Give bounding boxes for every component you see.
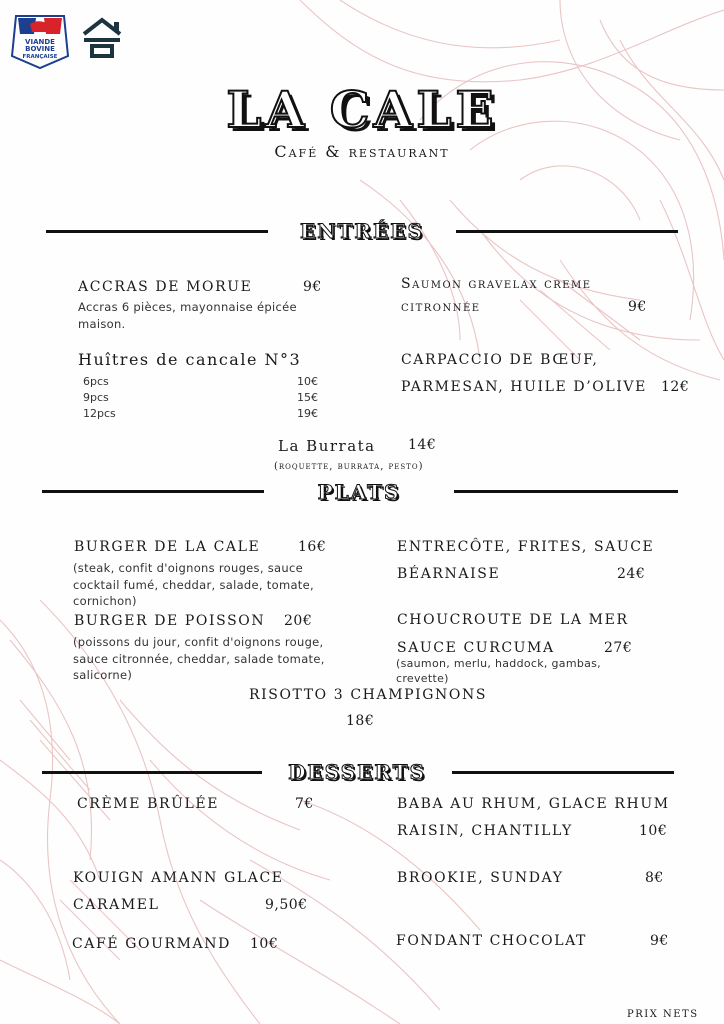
item-burrata-note: (roquette, burrata, pesto) [274,461,424,472]
divider-entrees-right [456,230,678,233]
item-burrata-name: La Burrata [278,437,376,455]
item-saumon-price: 9€ [628,299,647,315]
vbf-line3: FRANÇAISE [22,54,58,60]
item-entrecote-price: 24€ [617,566,646,582]
divider-entrees-left [46,230,268,233]
item-baba-line1: BABA AU RHUM, GLACE RHUM [397,796,670,812]
house-icon [80,16,124,58]
item-burger-poisson-name: BURGER DE POISSON [74,613,266,629]
item-saumon-line2: citronnée [401,299,481,315]
item-baba-price: 10€ [639,823,668,839]
item-burrata-price: 14€ [408,437,437,453]
item-risotto-name: RISOTTO 3 CHAMPIGNONS [249,687,488,703]
huitres-price-9: 15€ [297,391,318,404]
item-brookie-price: 8€ [645,870,664,886]
divider-desserts-left [42,771,262,774]
item-entrecote-line2: BÉARNAISE [397,566,501,582]
item-entrecote-line1: ENTRECÔTE, FRITES, SAUCE [397,539,655,555]
item-choucroute-line2: SAUCE CURCUMA [397,640,555,656]
item-huitres-name: Huîtres de cancale N°3 [78,350,302,369]
item-kouign-line1: KOUIGN AMANN GLACE [73,870,284,886]
restaurant-subtitle: Café & restaurant [274,142,450,161]
item-brookie-name: BROOKIE, SUNDAY [397,870,564,886]
item-creme-brulee-name: CRÈME BRÛLÉE [77,796,220,812]
restaurant-title: LA CALE [226,80,498,139]
divider-plats-right [454,490,678,493]
item-cafe-gourmand-price: 10€ [250,936,279,952]
item-burger-cale-desc: (steak, confit d'oignons rouges, sauce cocktail fumé, cheddar, salade, tomate, cornichon) [73,561,314,608]
item-fondant-name: FONDANT CHOCOLAT [396,933,587,949]
item-burger-cale-name: BURGER DE LA CALE [74,539,261,555]
item-cafe-gourmand-name: CAFÉ GOURMAND [72,936,231,952]
vbf-logo-icon [8,10,72,72]
item-baba-line2: RAISIN, CHANTILLY [397,823,573,839]
item-burger-poisson-price: 20€ [284,613,313,629]
item-choucroute-desc: (saumon, merlu, haddock, gambas, crevette) [396,657,601,685]
item-choucroute-line1: CHOUCROUTE DE LA MER [397,612,629,628]
item-risotto-price: 18€ [346,713,375,729]
huitres-price-12: 19€ [297,407,318,420]
item-kouign-line2: CARAMEL [73,897,160,913]
huitres-qty-6: 6pcs [83,375,109,388]
item-kouign-price: 9,50€ [265,897,308,913]
item-burger-cale-price: 16€ [298,539,327,555]
item-creme-brulee-price: 7€ [295,796,314,812]
huitres-price-6: 10€ [297,375,318,388]
divider-desserts-right [452,771,674,774]
item-accras-desc: Accras 6 pièces, mayonnaise épicée maison. [78,300,297,331]
item-saumon-line1: Saumon gravelax creme [401,276,592,292]
footer-prix-nets: PRIX NETS [627,1009,699,1020]
item-fondant-price: 9€ [650,933,669,949]
huitres-qty-12: 12pcs [83,407,116,420]
section-title-plats: PLATS [317,480,401,504]
vbf-line1: VIANDE [25,38,55,46]
divider-plats-left [42,490,264,493]
viande-bovine-francaise-logo [8,10,72,72]
vbf-line2: BOVINE [25,45,55,53]
section-title-desserts: DESSERTS [288,760,426,784]
item-burger-poisson-desc: (poissons du jour, confit d'oignons rouge, sauce citronnée, cheddar, salade tomate, salicorne) [73,635,325,682]
section-title-entrees: ENTRÉES [300,219,424,243]
item-accras-price: 9€ [303,279,322,295]
item-carpaccio-line2: PARMESAN, HUILE D’OLIVE [401,379,647,395]
item-carpaccio-line1: CARPACCIO DE BŒUF, [401,352,599,368]
item-accras-name: ACCRAS DE MORUE [78,279,253,295]
huitres-qty-9: 9pcs [83,391,109,404]
item-carpaccio-price: 12€ [661,379,690,395]
house-logo [80,16,124,58]
item-choucroute-price: 27€ [604,640,633,656]
